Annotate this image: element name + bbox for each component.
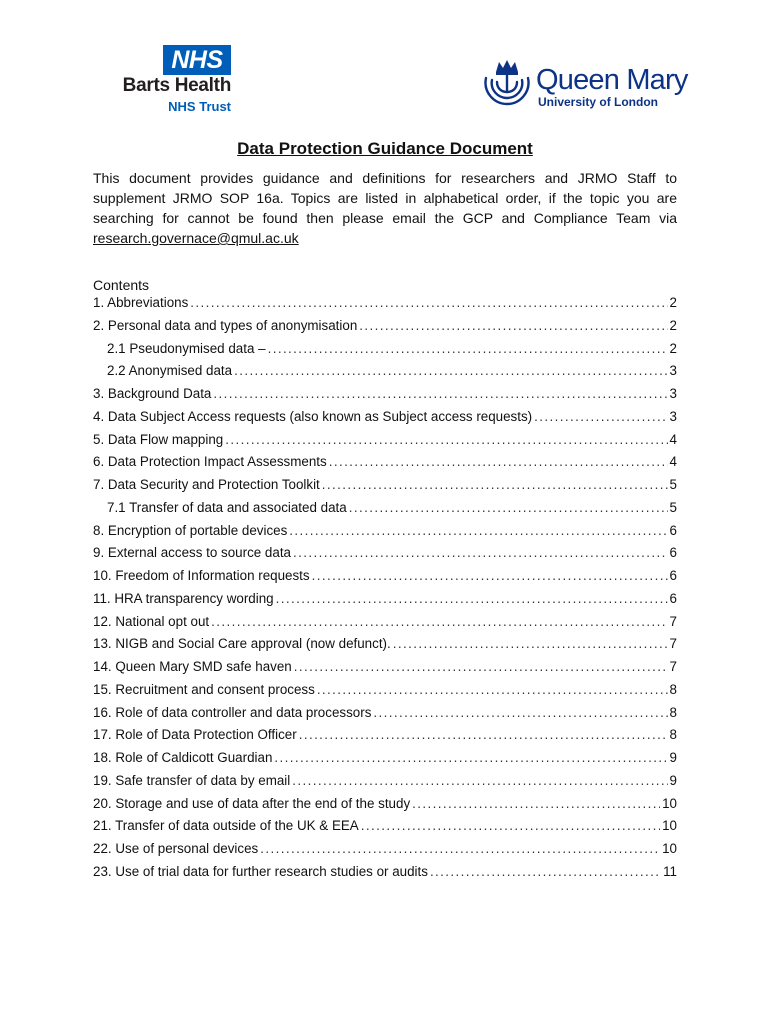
toc-dot-leader	[213, 383, 667, 406]
table-of-contents	[93, 292, 677, 884]
toc-entry-page: 9	[669, 772, 677, 788]
toc-entry-page: 9	[669, 750, 677, 765]
toc-entry-page: 3	[669, 363, 677, 379]
toc-dot-leader	[225, 429, 667, 452]
toc-entry[interactable]	[93, 838, 677, 861]
toc-entry-label: 6. Data Protection Impact Assessments	[93, 454, 327, 470]
toc-entry[interactable]	[93, 451, 677, 474]
toc-entry-label: 3. Background Data	[93, 386, 212, 401]
toc-entry[interactable]	[93, 429, 677, 452]
toc-entry-label: 4. Data Subject Access requests (also known as Subject access requests)	[93, 408, 533, 424]
toc-entry-label: 12. National opt out	[93, 613, 210, 629]
toc-entry[interactable]	[93, 724, 677, 747]
toc-entry[interactable]	[93, 383, 677, 406]
toc-entry-label: 1. Abbreviations	[93, 295, 189, 310]
toc-entry-label: 19. Safe transfer of data by email	[93, 772, 291, 788]
toc-entry-label: 16. Role of data controller and data processors	[93, 704, 372, 720]
intro-text: This document provides guidance and definitions for researchers and JRMO Staff to supplement JRMO SOP 16a. Topics are listed in alphabetical order, if the topic you are searching for cannot be found then please email the GCP and Compliance Team via	[93, 170, 677, 226]
document-title: Data Protection Guidance Document	[237, 139, 533, 158]
toc-entry-label: 2. Personal data and types of anonymisation	[93, 317, 358, 333]
nhs-trust-name: NHS Trust	[168, 99, 231, 114]
toc-entry-label: 10. Freedom of Information requests	[93, 568, 310, 583]
toc-entry-label: 17. Role of Data Protection Officer	[93, 727, 297, 743]
toc-dot-leader	[274, 747, 667, 770]
toc-entry[interactable]	[93, 747, 677, 770]
toc-entry-label: 7. Data Security and Protection Toolkit	[93, 477, 320, 492]
toc-entry[interactable]	[93, 861, 677, 884]
toc-entry[interactable]	[93, 338, 677, 361]
toc-entry-label: 7.1 Transfer of data and associated data	[107, 499, 347, 515]
toc-dot-leader	[299, 724, 668, 747]
toc-entry[interactable]	[93, 406, 677, 429]
toc-entry[interactable]	[93, 656, 677, 679]
toc-entry-page: 6	[669, 522, 677, 538]
toc-dot-leader	[294, 656, 668, 679]
toc-dot-leader	[289, 520, 667, 543]
queen-mary-crest-icon	[480, 58, 534, 108]
toc-entry-page: 8	[669, 727, 677, 743]
toc-entry-page: 5	[669, 499, 677, 515]
toc-entry-label: 23. Use of trial data for further research studies or audits	[93, 863, 428, 879]
toc-dot-leader	[359, 315, 667, 338]
toc-entry-page: 4	[669, 431, 677, 447]
toc-dot-leader	[293, 542, 668, 565]
toc-entry-page: 2	[669, 317, 677, 333]
toc-entry-page: 10	[662, 818, 677, 834]
toc-entry-label: 14. Queen Mary SMD safe haven	[93, 659, 292, 674]
toc-entry-page: 8	[669, 681, 677, 697]
toc-entry-label: 2.2 Anonymised data	[107, 363, 233, 379]
toc-dot-leader	[276, 588, 668, 611]
toc-dot-leader	[234, 360, 667, 383]
toc-entry-label: 18. Role of Caldicott Guardian	[93, 750, 273, 765]
toc-entry-label: 9. External access to source data	[93, 545, 291, 561]
toc-dot-leader	[312, 565, 668, 588]
toc-entry-page: 11	[663, 863, 677, 879]
toc-entry-page: 8	[669, 704, 677, 720]
toc-dot-leader	[190, 292, 667, 315]
toc-dot-leader	[412, 793, 660, 816]
toc-dot-leader	[534, 406, 667, 429]
toc-dot-leader	[329, 451, 668, 474]
toc-dot-leader	[361, 815, 660, 838]
toc-entry[interactable]	[93, 474, 677, 497]
toc-entry[interactable]	[93, 565, 677, 588]
toc-entry-page: 7	[669, 613, 677, 629]
compliance-email-link[interactable]: research.governace@qmul.ac.uk	[93, 230, 299, 246]
toc-entry-page: 7	[669, 659, 677, 674]
toc-entry-label: 8. Encryption of portable devices	[93, 522, 288, 538]
toc-entry-label: 22. Use of personal devices	[93, 841, 259, 856]
toc-dot-leader	[430, 861, 661, 884]
toc-entry-page: 10	[662, 841, 677, 856]
toc-dot-leader	[211, 611, 667, 634]
toc-entry-page: 6	[669, 568, 677, 583]
intro-paragraph	[93, 168, 677, 248]
toc-entry-label: 20. Storage and use of data after the end of the study	[93, 795, 411, 811]
toc-entry[interactable]	[93, 815, 677, 838]
queen-mary-logo	[480, 58, 690, 114]
toc-entry[interactable]	[93, 520, 677, 543]
toc-entry-label: 11. HRA transparency wording	[93, 590, 274, 606]
toc-entry-page: 10	[662, 795, 677, 811]
toc-dot-leader	[393, 633, 668, 656]
toc-entry[interactable]	[93, 315, 677, 338]
toc-entry[interactable]	[93, 588, 677, 611]
toc-entry[interactable]	[93, 360, 677, 383]
toc-entry-page: 6	[669, 545, 677, 561]
toc-entry[interactable]	[93, 679, 677, 702]
toc-dot-leader	[373, 702, 667, 725]
toc-entry-label: 21. Transfer of data outside of the UK & EEA	[93, 818, 359, 834]
toc-entry-page: 7	[669, 636, 677, 652]
toc-entry-label: 2.1 Pseudonymised data –	[107, 340, 266, 356]
toc-entry-page: 3	[669, 408, 677, 424]
toc-entry-page: 5	[669, 477, 677, 492]
toc-entry[interactable]	[93, 770, 677, 793]
toc-entry-page: 6	[669, 590, 677, 606]
toc-entry-page: 2	[669, 340, 677, 356]
toc-entry-label: 13. NIGB and Social Care approval (now defunct).	[93, 636, 391, 652]
toc-entry-label: 5. Data Flow mapping	[93, 431, 224, 447]
nhs-badge: NHS	[163, 45, 231, 75]
contents-heading: Contents	[93, 277, 150, 293]
toc-dot-leader	[322, 474, 668, 497]
toc-entry-page: 2	[669, 295, 677, 310]
queen-mary-subtitle: University of London	[538, 95, 658, 109]
toc-dot-leader	[268, 338, 668, 361]
toc-entry[interactable]	[93, 611, 677, 634]
nhs-org-name: Barts Health	[122, 75, 231, 96]
toc-dot-leader	[349, 497, 668, 520]
toc-entry-label: 15. Recruitment and consent process	[93, 681, 315, 697]
toc-entry-page: 4	[669, 454, 677, 470]
toc-entry-page: 3	[669, 386, 677, 401]
toc-entry[interactable]	[93, 702, 677, 725]
toc-dot-leader	[317, 679, 668, 702]
toc-dot-leader	[292, 770, 667, 793]
toc-entry[interactable]	[93, 497, 677, 520]
toc-entry[interactable]	[93, 633, 677, 656]
toc-dot-leader	[260, 838, 660, 861]
queen-mary-name: Queen Mary	[536, 64, 688, 96]
toc-entry[interactable]	[93, 542, 677, 565]
toc-entry[interactable]	[93, 793, 677, 816]
toc-entry[interactable]	[93, 292, 677, 315]
